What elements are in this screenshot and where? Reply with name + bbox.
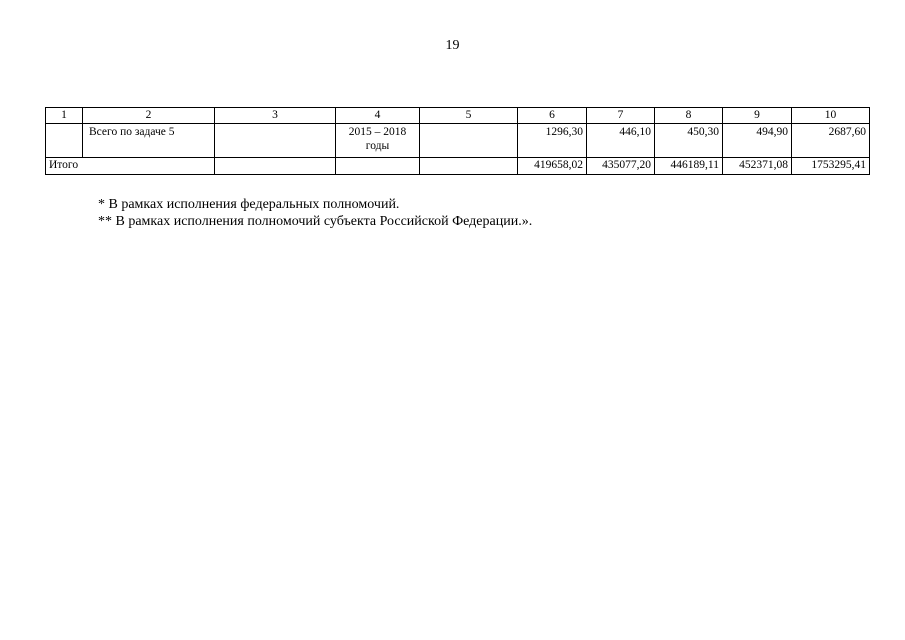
header-cell: 1 bbox=[46, 108, 83, 124]
period-cell: 2015 – 2018 годы bbox=[336, 124, 420, 158]
amount-cell: 446,10 bbox=[587, 124, 655, 158]
table-cell bbox=[46, 124, 83, 158]
page-number: 19 bbox=[445, 38, 460, 53]
amount-cell: 435077,20 bbox=[587, 158, 655, 175]
header-cell: 9 bbox=[723, 108, 792, 124]
amount-cell: 1753295,41 bbox=[792, 158, 870, 175]
header-cell: 6 bbox=[518, 108, 587, 124]
amount-cell: 452371,08 bbox=[723, 158, 792, 175]
header-cell: 4 bbox=[336, 108, 420, 124]
amount-cell: 446189,11 bbox=[655, 158, 723, 175]
header-cell: 7 bbox=[587, 108, 655, 124]
table-cell bbox=[420, 158, 518, 175]
amount-cell: 450,30 bbox=[655, 124, 723, 158]
header-cell: 3 bbox=[215, 108, 336, 124]
table-cell bbox=[215, 158, 336, 175]
table-cell bbox=[215, 124, 336, 158]
header-cell: 5 bbox=[420, 108, 518, 124]
header-cell: 2 bbox=[83, 108, 215, 124]
footnote-regional: ** В рамках исполнения полномочий субъекта Российской Федерации.». bbox=[98, 214, 533, 229]
table-cell bbox=[336, 158, 420, 175]
table-cell bbox=[420, 124, 518, 158]
header-row bbox=[46, 108, 870, 124]
amount-cell: 1296,30 bbox=[518, 124, 587, 158]
header-cell: 10 bbox=[792, 108, 870, 124]
total-label: Итого bbox=[46, 158, 215, 175]
header-cell: 8 bbox=[655, 108, 723, 124]
amount-cell: 419658,02 bbox=[518, 158, 587, 175]
task-label: Всего по задаче 5 bbox=[83, 124, 215, 158]
amount-cell: 494,90 bbox=[723, 124, 792, 158]
footnote-federal: * В рамках исполнения федеральных полномочий. bbox=[98, 197, 400, 212]
table-row bbox=[46, 124, 870, 158]
table-row bbox=[46, 158, 870, 175]
budget-table bbox=[45, 107, 870, 175]
footnotes bbox=[98, 196, 532, 230]
amount-cell: 2687,60 bbox=[792, 124, 870, 158]
